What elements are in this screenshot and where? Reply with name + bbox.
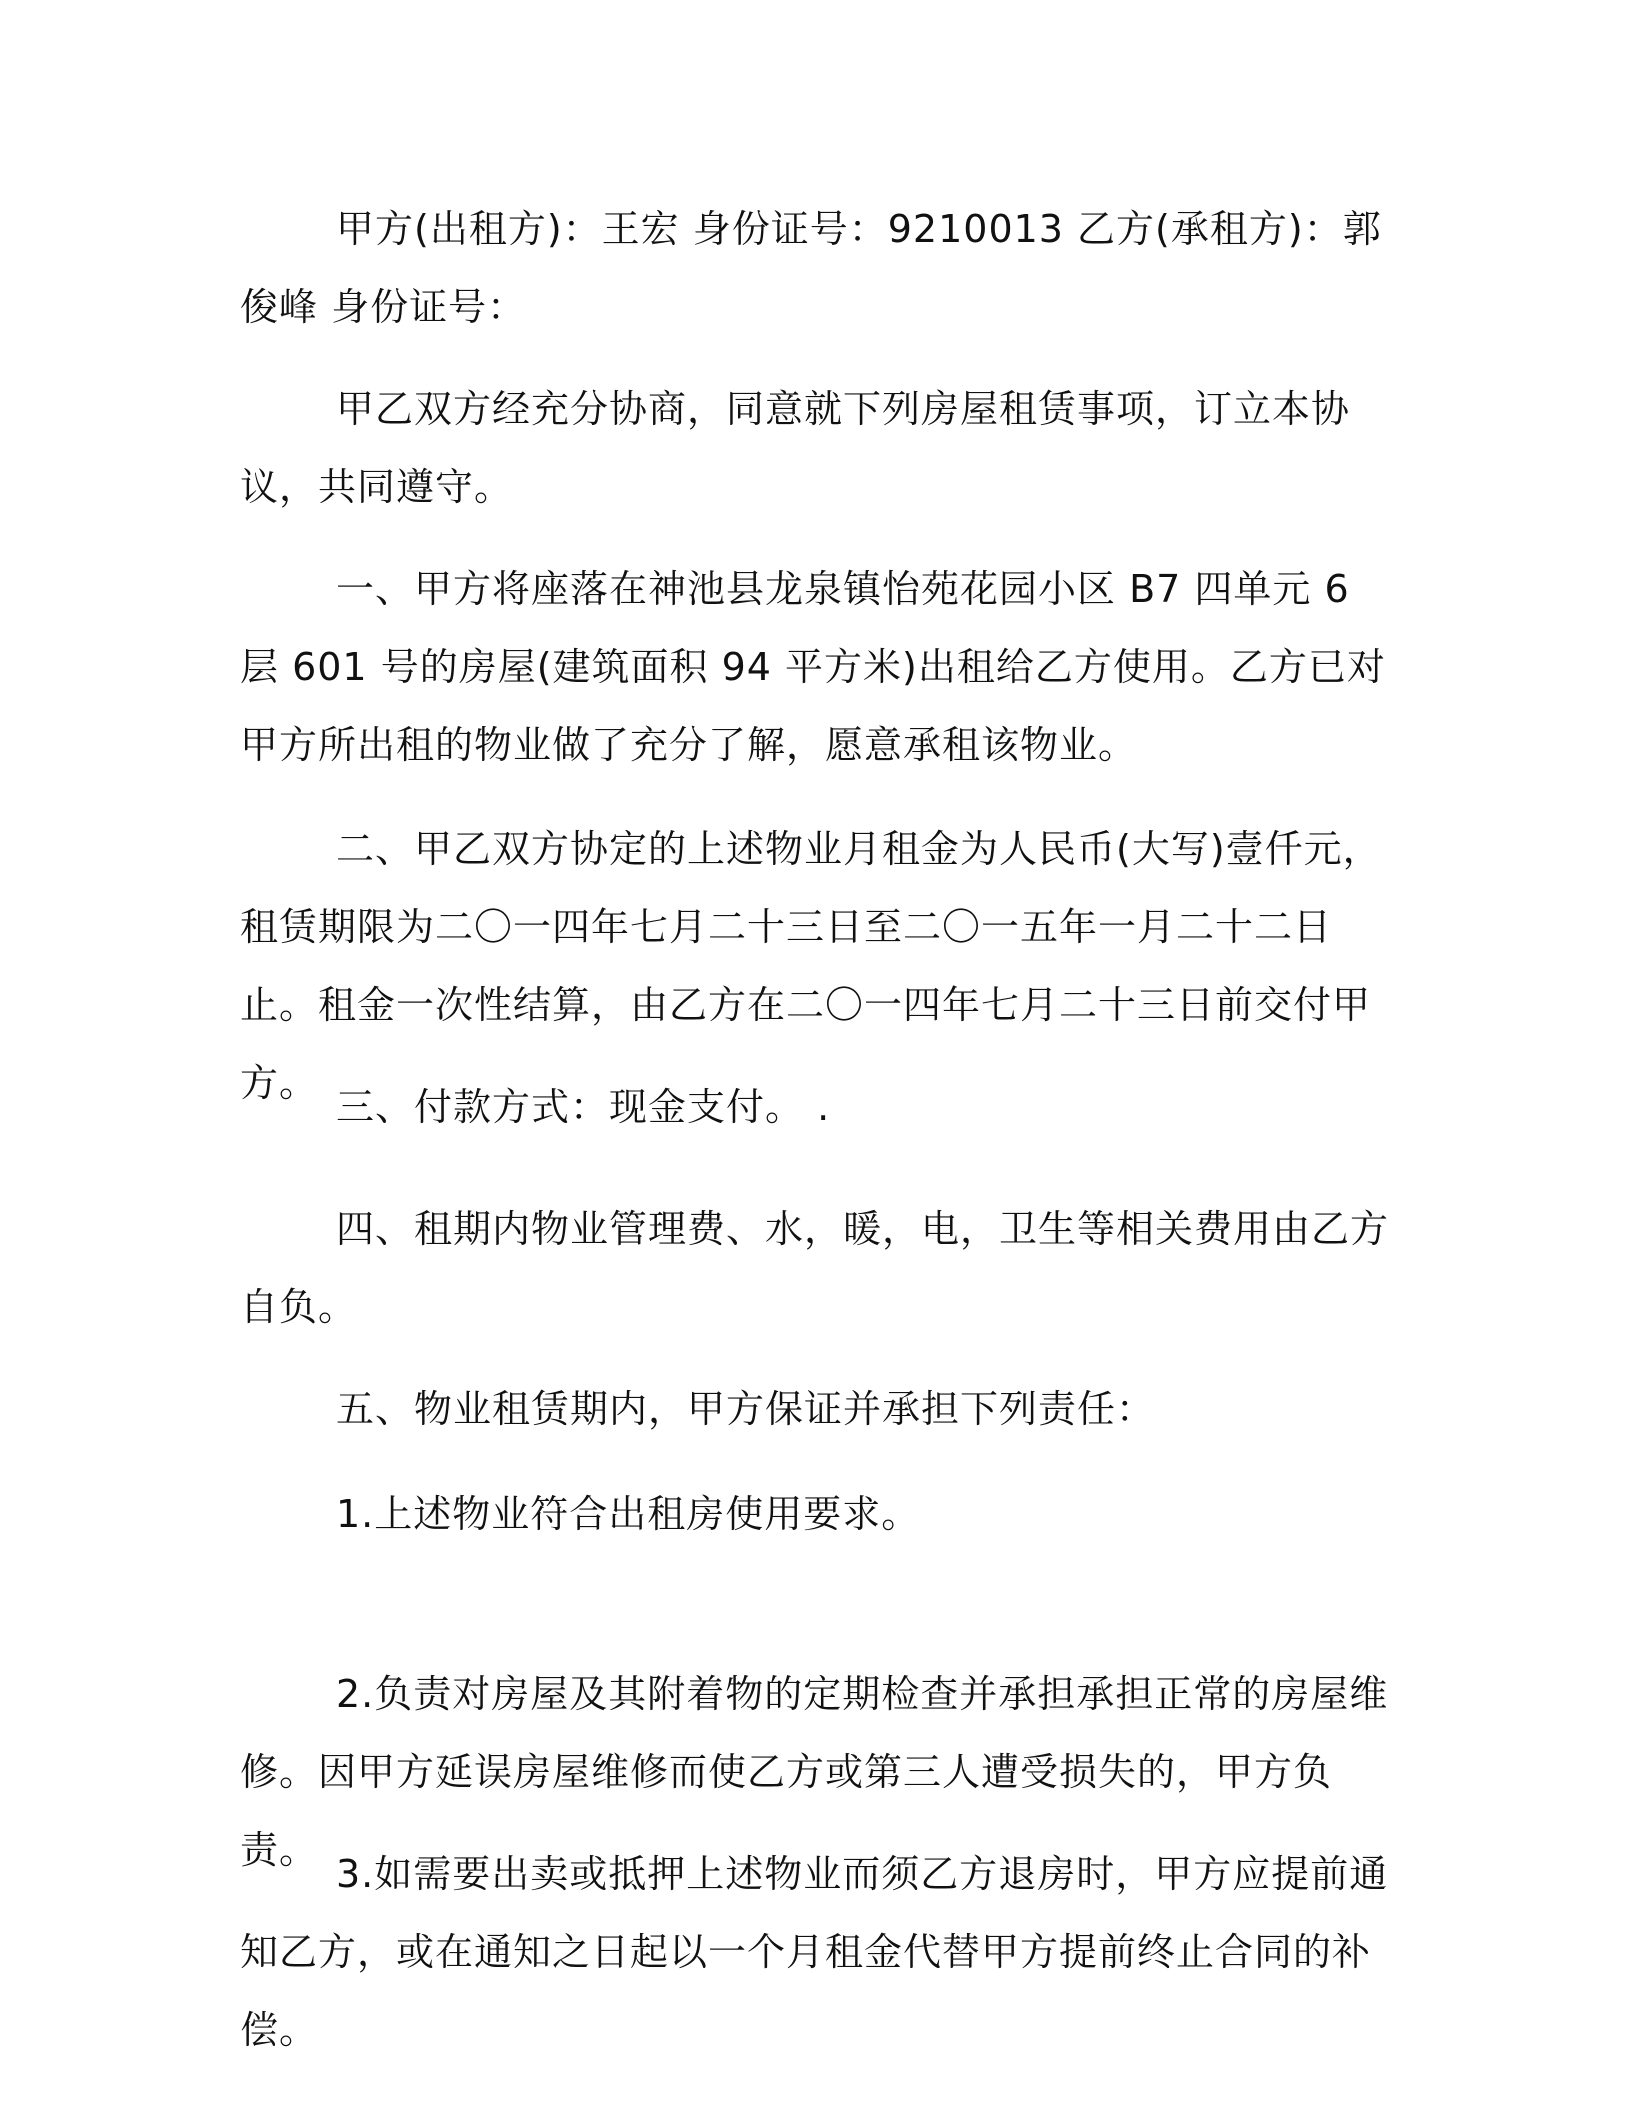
paragraph-clause-2-rent-term: 二、甲乙双方协定的上述物业月租金为人民币(大写)壹仟元，租赁期限为二〇一四年七月二十三日至二〇一五年一月二十二日止。租金一次性结算，由乙方在二〇一四年七月二十三日前交付甲方。: [240, 827, 1382, 1105]
paragraph-agreement-intro: 甲乙双方经充分协商，同意就下列房屋租赁事项，订立本协议，共同遵守。: [240, 387, 1351, 509]
paragraph-parties: 甲方(出租方)：王宏 身份证号：9210013 乙方(承租方)：郭俊峰 身份证号：: [240, 207, 1382, 329]
paragraph-duty-2: 2.负责对房屋及其附着物的定期检查并承担承担正常的房屋维修。因甲方延误房屋维修而使乙方或第三人遭受损失的，甲方负责。: [240, 1672, 1389, 1872]
document-page: [240, 190, 1400, 2050]
paragraph-clause-5-landlord-duties: 五、物业租赁期内，甲方保证并承担下列责任：: [336, 1387, 1156, 1431]
paragraph-clause-3-payment: 三、付款方式：现金支付。 .: [336, 1085, 831, 1129]
paragraph-duty-3: 3.如需要出卖或抵押上述物业而须乙方退房时，甲方应提前通知乙方，或在通知之日起以一个月租金代替甲方提前终止合同的补偿。: [240, 1852, 1389, 2052]
paragraph-clause-4-fees: 四、租期内物业管理费、水，暖，电，卫生等相关费用由乙方自负。: [240, 1207, 1390, 1329]
paragraph-clause-1-property: 一、甲方将座落在神池县龙泉镇怡苑花园小区 B7 四单元 6 层 601 号的房屋(建筑面积 94 平方米)出租给乙方使用。乙方已对甲方所出租的物业做了充分了解，愿意承租该物业。: [240, 567, 1386, 767]
paragraph-duty-1: 1.上述物业符合出租房使用要求。: [336, 1492, 921, 1536]
